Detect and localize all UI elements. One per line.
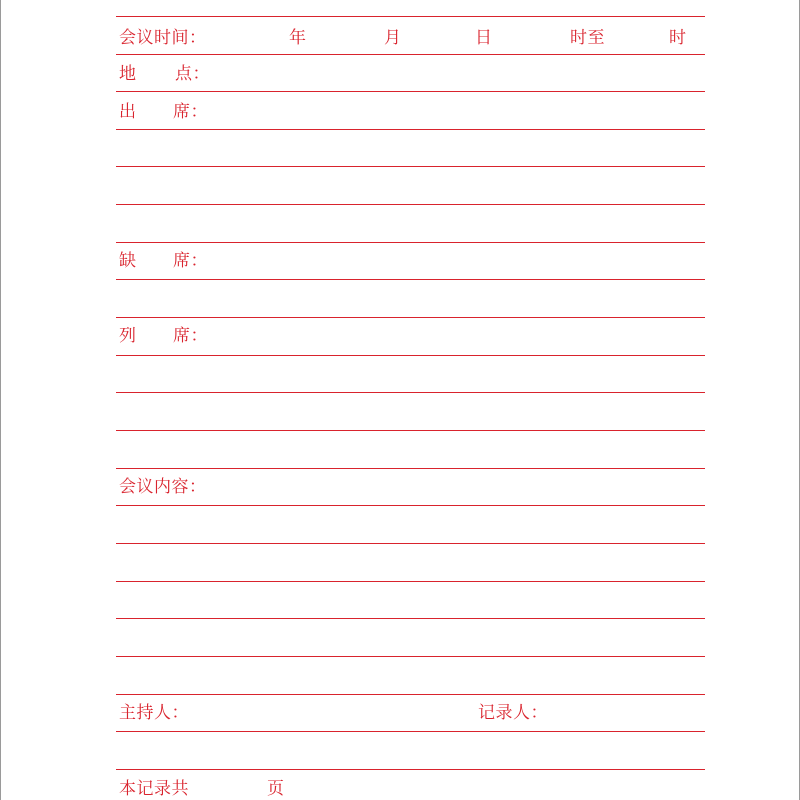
rule-line <box>116 54 705 55</box>
rule-line <box>116 694 705 695</box>
absent-label-char: 缺 <box>119 251 137 271</box>
rule-line <box>116 166 705 167</box>
rule-line <box>116 91 705 92</box>
meeting-content-label: 会议内容： <box>119 477 207 497</box>
page-unit-label: 页 <box>267 779 285 799</box>
rule-line <box>116 731 705 732</box>
attendance-label-suffix: 席： <box>173 102 208 122</box>
day-label: 日 <box>475 28 493 48</box>
meeting-time-label: 会议时间： <box>119 28 207 48</box>
observer-label-char: 列 <box>119 326 137 346</box>
total-pages-label: 本记录共 <box>119 779 189 799</box>
rule-line <box>116 618 705 619</box>
absent-label-suffix: 席： <box>173 251 208 271</box>
rule-line <box>116 468 705 469</box>
attendance-label-char: 出 <box>119 102 137 122</box>
recorder-label: 记录人： <box>478 703 548 723</box>
rule-line <box>116 16 705 17</box>
rule-line <box>116 204 705 205</box>
rule-line <box>116 392 705 393</box>
page-edge-left <box>0 0 1 800</box>
rule-line <box>116 279 705 280</box>
observer-label-suffix: 席： <box>173 326 208 346</box>
rule-line <box>116 581 705 582</box>
rule-line <box>116 129 705 130</box>
year-label: 年 <box>289 28 307 48</box>
host-label: 主持人： <box>119 703 189 723</box>
month-label: 月 <box>384 28 402 48</box>
rule-line <box>116 430 705 431</box>
rule-line <box>116 355 705 356</box>
rule-line <box>116 242 705 243</box>
rule-line <box>116 505 705 506</box>
rule-line <box>116 656 705 657</box>
rule-line <box>116 317 705 318</box>
location-label-char: 地 <box>119 64 137 84</box>
hour-label: 时 <box>669 28 687 48</box>
rule-line <box>116 769 705 770</box>
location-label-suffix: 点： <box>175 64 210 84</box>
hour-to-label: 时至 <box>570 28 605 48</box>
rule-line <box>116 543 705 544</box>
